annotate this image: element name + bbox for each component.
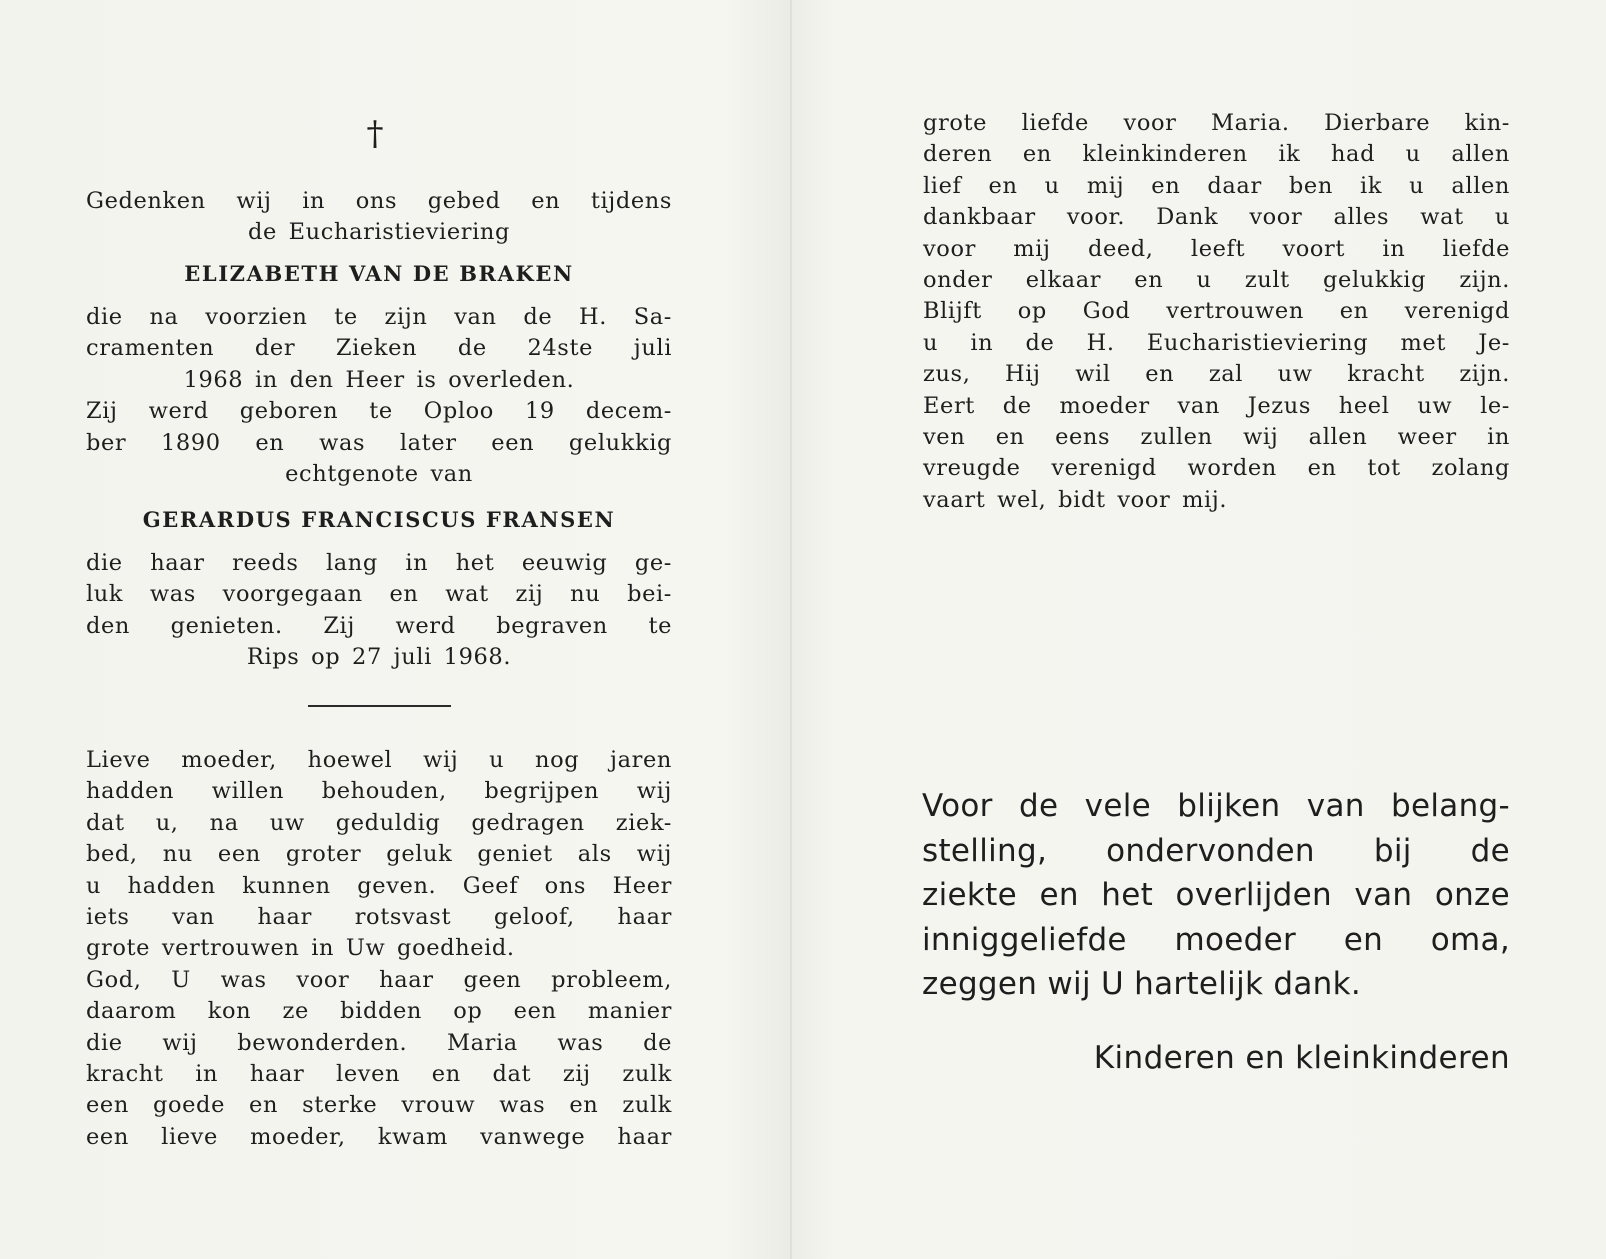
burial-line: Rips op 27 juli 1968. <box>246 644 512 671</box>
farewell-line: vreugde verenigd worden en tot zolang <box>923 455 1510 482</box>
burial-paragraph <box>86 548 672 674</box>
cross-icon: † <box>366 114 384 154</box>
tribute-line: daarom kon ze bidden op een manier <box>86 998 672 1025</box>
farewell-line: zus, Hij wil en zal uw kracht zijn. <box>923 361 1510 388</box>
farewell-line: lief en u mij en daar ben ik u allen <box>923 172 1510 199</box>
tribute-line: een goede en sterke vrouw was en zulk <box>86 1092 672 1119</box>
farewell-line: voor mij deed, leeft voort in liefde <box>923 235 1510 262</box>
tribute-line: dat u, na uw geduldig gedragen ziek- <box>86 809 672 836</box>
farewell-line: onder elkaar en u zult gelukkig zijn. <box>923 267 1510 294</box>
farewell-line: u in de H. Eucharistieviering met Je- <box>923 329 1510 356</box>
farewell-line: dankbaar voor. Dank voor alles wat u <box>923 204 1510 231</box>
intro-line: Gedenken wij in ons gebed en tijdens <box>86 188 672 214</box>
spouse-name <box>86 505 672 535</box>
deceased-name-text: ELIZABETH VAN DE BRAKEN <box>184 261 574 286</box>
tribute-line: u hadden kunnen geven. Geef ons Heer <box>86 872 672 899</box>
tribute-line: grote vertrouwen in Uw goedheid. <box>86 935 515 962</box>
tribute-line: Lieve moeder, hoewel wij u nog jaren <box>86 747 672 773</box>
tribute-line: God, U was voor haar geen probleem, <box>86 966 672 993</box>
thanks-paragraph <box>922 784 1510 1007</box>
intro-line: de Eucharistieviering <box>247 219 510 246</box>
tribute-line: iets van haar rotsvast geloof, haar <box>86 904 672 931</box>
thanks-line: stelling, ondervonden bij de <box>922 832 1510 869</box>
divider-line <box>308 705 451 707</box>
tribute-line: die wij bewonderden. Maria was de <box>86 1029 672 1056</box>
bio-line: Zij werd geboren te Oploo 19 decem- <box>86 398 672 425</box>
farewell-line: Eert de moeder van Jezus heel uw le- <box>923 392 1510 419</box>
burial-line: luk was voorgegaan en wat zij nu bei- <box>86 581 672 608</box>
fold-line <box>790 0 792 1259</box>
tribute-line: een lieve moeder, kwam vanwege haar <box>86 1123 672 1150</box>
signature: Kinderen en kleinkinderen <box>1093 1040 1510 1076</box>
farewell-line: deren en kleinkinderen ik had u allen <box>923 141 1510 168</box>
farewell-paragraph <box>923 108 1510 516</box>
bio-line: echtgenote van <box>285 461 473 488</box>
biography-paragraph <box>86 302 672 490</box>
bio-line: cramenten der Zieken de 24ste juli <box>86 335 672 362</box>
tribute-paragraph <box>86 745 672 1153</box>
farewell-line: vaart wel, bidt voor mij. <box>923 486 1228 513</box>
bio-line: die na voorzien te zijn van de H. Sa- <box>86 304 672 330</box>
tribute-line: bed, nu een groter geluk geniet als wij <box>86 841 672 868</box>
thanks-line: Voor de vele blijken van belang- <box>922 788 1510 824</box>
burial-line: den genieten. Zij werd begraven te <box>86 612 672 639</box>
bio-line: 1968 in den Heer is overleden. <box>183 366 575 393</box>
tribute-line: kracht in haar leven en dat zij zulk <box>86 1061 672 1088</box>
spouse-name-text: GERARDUS FRANCISCUS FRANSEN <box>142 507 616 532</box>
tribute-line: hadden willen behouden, begrijpen wij <box>86 778 672 805</box>
farewell-line: Blijft op God vertrouwen en verenigd <box>923 298 1510 325</box>
thanks-line: zeggen wij U hartelijk dank. <box>922 966 1362 1002</box>
thanks-line: inniggeliefde moeder en oma, <box>922 921 1510 958</box>
thanks-line: ziekte en het overlijden van onze <box>922 877 1510 913</box>
farewell-line: grote liefde voor Maria. Dierbare kin- <box>923 110 1510 136</box>
farewell-line: ven en eens zullen wij allen weer in <box>923 424 1510 451</box>
burial-line: die haar reeds lang in het eeuwig ge- <box>86 550 672 576</box>
deceased-name <box>86 259 672 289</box>
bio-line: ber 1890 en was later een gelukkig <box>86 429 672 456</box>
intro-text <box>86 186 672 249</box>
